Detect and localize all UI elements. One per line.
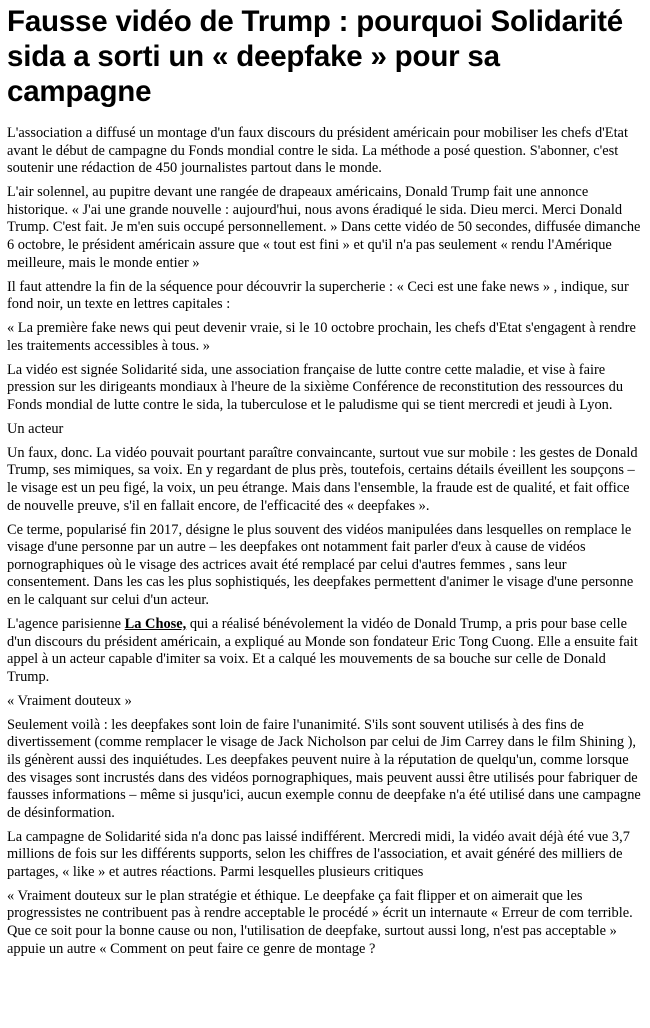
paragraph-7-text-before: L'agence parisienne: [7, 615, 125, 632]
la-chose-link[interactable]: La Chose,: [124, 615, 187, 632]
paragraph-9: La campagne de Solidarité sida n'a donc pas laissé indifférent. Mercredi midi, la vidéo avait déjà été vue 3,7 millions de fois sur les différents supports, selon les chiffres de l'association, et avait généré des milliers de partages, « like » et autres réactions. Parmi lesquelles plusieurs critiques: [7, 828, 630, 880]
paragraph-7: [7, 616, 643, 686]
paragraph-7-text-after: qui a réalisé bénévolement la vidéo de Donald Trump, a pris pour base celle d'un discours du président américain, a expliqué au Monde son fondateur Eric Tong Cuong. Elle a ensuite fait appel à un acteur capable d'imiter sa voix. Et a calqué les mouvements de sa bouche sur celle de Donald Trump.: [7, 615, 638, 685]
paragraph-5: Un faux, donc. La vidéo pouvait pourtant paraître convaincante, surtout vue sur mobile : les gestes de Donald Trump, ses mimiques, sa voix. En y regardant de plus près, toutefois, certains détails éveillent les soupçons – le visage est un peu figé, la voix, un peu étrange. Mais dans l'ensemble, la fraude est de qualité, et fait office de nouvelle preuve, s'il en fallait encore, de l'efficacité des « deepfakes ».: [7, 444, 638, 514]
subheading-vraiment-douteux: « Vraiment douteux »: [7, 692, 132, 709]
subheading-un-acteur: Un acteur: [7, 420, 64, 437]
article: [0, 4, 650, 958]
paragraph-3: « La première fake news qui peut devenir vraie, si le 10 octobre prochain, les chefs d'Etat s'engagent à rendre les traitements accessibles à tous. »: [7, 320, 636, 354]
paragraph-4: La vidéo est signée Solidarité sida, une association française de lutte contre cette maladie, et vise à faire pression sur les dirigeants mondiaux à l'heure de la sixième Conférence de reconstitution des ressources du Fonds mondial de lutte contre le sida, la tuberculose et le paludisme qui se tient mercredi et jeudi à Lyon.: [7, 361, 624, 413]
paragraph-8: Seulement voilà : les deepfakes sont loin de faire l'unanimité. S'ils sont souvent utilisés à des fins de divertissement (comme remplacer le visage de Jack Nicholson par celui de Jim Carrey dans le film Shining ), ils génèrent aussi des inquiétudes. Les deepfakes peuvent nuire à la réputation de quelqu'un, comme lorsque des visages sont incrustés dans des vidéos pornographiques, mais peuvent aussi être utilisés pour fabriquer de fausses informations – même si jusqu'ici, aucun exemple connu de deepfake n'a été utilisé dans une campagne de désinformation.: [7, 716, 641, 821]
article-title: Fausse vidéo de Trump : pourquoi Solidarité sida a sorti un « deepfake » pour sa campagne: [7, 5, 623, 108]
paragraph-10: « Vraiment douteux sur le plan stratégie et éthique. Le deepfake ça fait flipper et on aimerait que les progressistes ne contribuent pas à rendre acceptable le procédé » écrit un internaute « Erreur de com terrible. Que ce soit pour la bonne cause ou non, l'utilisation de deepfake, surtout aussi long, n'est pas acceptable » appuie un autre « Comment on peut faire ce genre de montage ?: [7, 887, 633, 957]
paragraph-6: Ce terme, popularisé fin 2017, désigne le plus souvent des vidéos manipulées dans lesquelles on remplace le visage d'une personne par un autre – les deepfakes ont notamment fait parler d'eux à cause de vidéos pornographiques où le visage des actrices avait été remplacé par celui d'autres femmes , sans leur consentement. Dans les cas les plus sophistiqués, les deepfakes permettent d'animer le visage d'une personne en le calquant sur celui d'un acteur.: [7, 521, 634, 608]
paragraph-2: Il faut attendre la fin de la séquence pour découvrir la supercherie : « Ceci est une fake news » , indique, sur fond noir, un texte en lettres capitales :: [7, 278, 629, 313]
paragraph-1: L'air solennel, au pupitre devant une rangée de drapeaux américains, Donald Trump fait une annonce historique. « J'ai une grande nouvelle : aujourd'hui, nous avons éradiqué le sida. Dieu merci. Merci Donald Trump. C'est fait. Je m'en suis occupé personnellement. » Dans cette vidéo de 50 secondes, diffusée dimanche 6 octobre, le président américain assure que « tout est fini » et qu'il n'a pas seulement « rendu l'Amérique meilleure, mais le monde entier »: [7, 184, 641, 271]
article-intro: L'association a diffusé un montage d'un faux discours du président américain pour mobiliser les chefs d'Etat avant le début de campagne du Fonds mondial contre le sida. La méthode a posé question. S'abonner, c'est soutenir une rédaction de 450 journalistes partout dans le monde.: [7, 125, 628, 177]
